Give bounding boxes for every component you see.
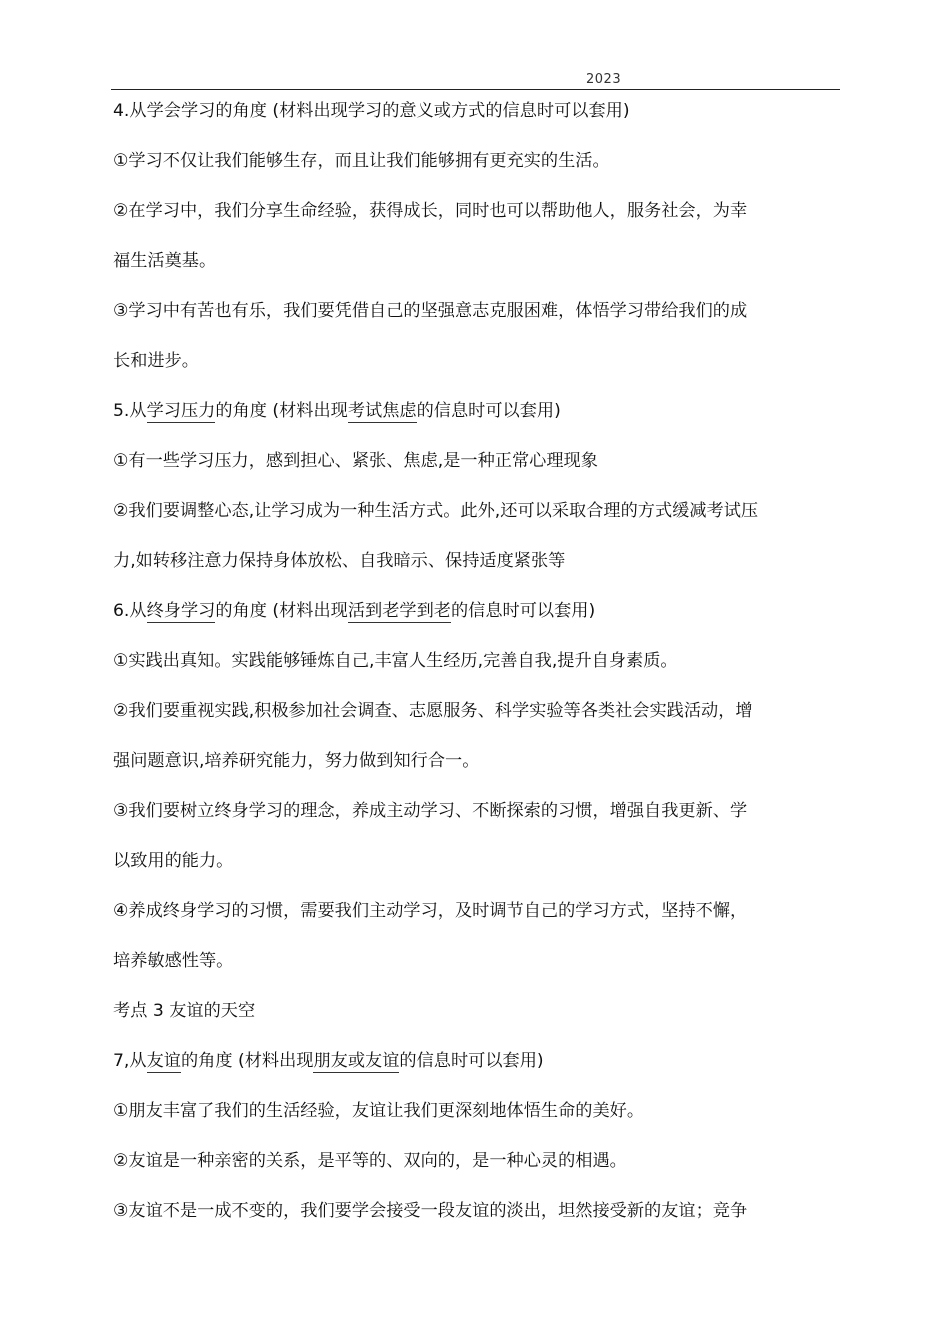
underlined-keyword: 学习压力 — [146, 401, 216, 421]
paragraph-line: ②我们要重视实践,积极参加社会调查、志愿服务、科学实验等各类社会实践活动，增 — [113, 701, 753, 721]
underlined-keyword: 活到老学到老 — [347, 601, 451, 621]
paragraph-line: ③我们要树立终身学习的理念，养成主动学习、不断探索的习惯，增强自我更新、学 — [113, 801, 748, 821]
paragraph-line: 福生活奠基。 — [113, 251, 217, 271]
document-body — [113, 94, 841, 1244]
paragraph-line: ①有一些学习压力，感到担心、紧张、焦虑,是一种正常心理现象 — [113, 451, 598, 471]
section-heading-3: 考点 3 友谊的天空 — [113, 1001, 256, 1021]
heading-5: 5.从学习压力的角度 (材料出现考试焦虑的信息时可以套用) — [113, 401, 561, 421]
heading-6: 6.从终身学习的角度 (材料出现活到老学到老的信息时可以套用) — [113, 601, 596, 621]
paragraph-line: ②我们要调整心态,让学习成为一种生活方式。此外,还可以采取合理的方式缓减考试压 — [113, 501, 759, 521]
paragraph-line: ①朋友丰富了我们的生活经验，友谊让我们更深刻地体悟生命的美好。 — [113, 1101, 645, 1121]
heading-4: 4.从学会学习的角度 (材料出现学习的意义或方式的信息时可以套用) — [113, 101, 630, 121]
header-year: 2023 — [586, 72, 622, 87]
paragraph-line: 培养敏感性等。 — [113, 951, 234, 971]
page-header — [0, 72, 950, 92]
underlined-keyword: 终身学习 — [146, 601, 216, 621]
underlined-keyword: 友谊 — [146, 1051, 181, 1071]
paragraph-line: ②在学习中，我们分享生命经验，获得成长，同时也可以帮助他人，服务社会，为幸 — [113, 201, 748, 221]
paragraph-line: ③学习中有苦也有乐，我们要凭借自己的坚强意志克服困难，体悟学习带给我们的成 — [113, 301, 748, 321]
paragraph-line: ④养成终身学习的习惯，需要我们主动学习，及时调节自己的学习方式，坚持不懈， — [113, 901, 748, 921]
underlined-keyword: 考试焦虑 — [347, 401, 417, 421]
paragraph-line: 力,如转移注意力保持身体放松、自我暗示、保持适度紧张等 — [113, 551, 566, 571]
paragraph-line: ①学习不仅让我们能够生存，而且让我们能够拥有更充实的生活。 — [113, 151, 610, 171]
paragraph-line: ①实践出真知。实践能够锤炼自己,丰富人生经历,完善自我,提升自身素质。 — [113, 651, 678, 671]
paragraph-line: 长和进步。 — [113, 351, 199, 371]
underlined-keyword: 朋友或友谊 — [313, 1051, 400, 1071]
paragraph-line: ②友谊是一种亲密的关系，是平等的、双向的，是一种心灵的相遇。 — [113, 1151, 627, 1171]
header-rule — [111, 89, 840, 90]
paragraph-line: 以致用的能力。 — [113, 851, 234, 871]
paragraph-line: 强问题意识,培养研究能力，努力做到知行合一。 — [113, 751, 480, 771]
paragraph-line: ③友谊不是一成不变的，我们要学会接受一段友谊的淡出，坦然接受新的友谊；竞争 — [113, 1201, 748, 1221]
heading-7: 7,从友谊的角度 (材料出现朋友或友谊的信息时可以套用) — [113, 1051, 544, 1071]
